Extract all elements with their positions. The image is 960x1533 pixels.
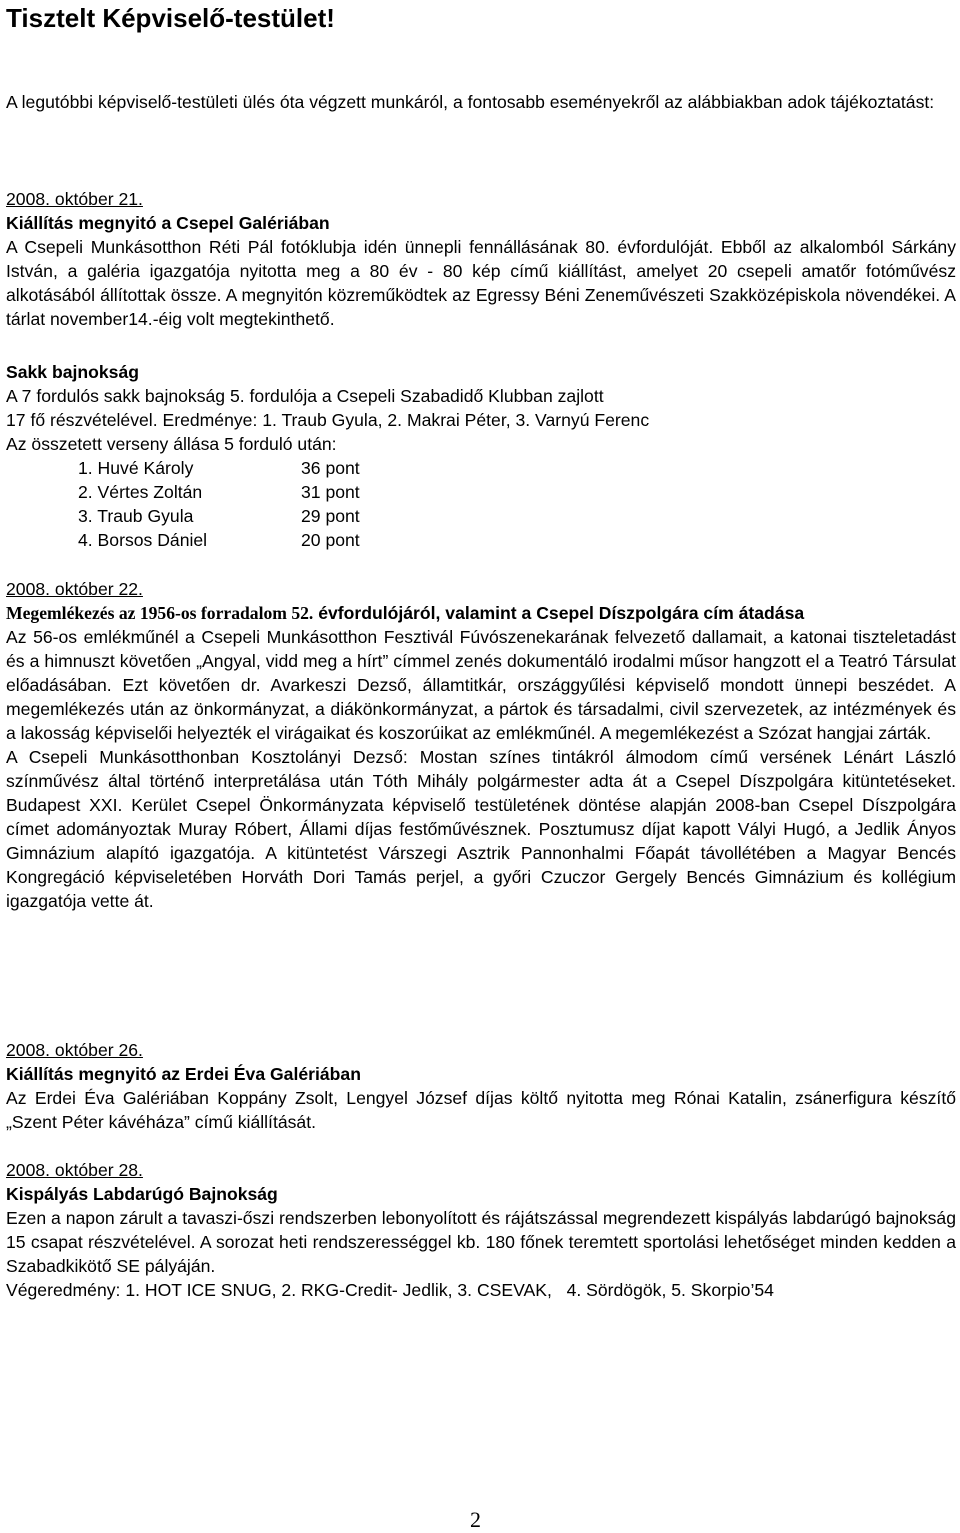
section-heading: Kispályás Labdarúgó Bajnokság <box>6 1184 278 1204</box>
player-name: 4. Borsos Dániel <box>78 530 208 550</box>
player-points: 36 pont <box>301 458 360 478</box>
table-row <box>78 528 360 552</box>
section-chess <box>6 360 956 456</box>
section-heading: Kiállítás megnyitó az Erdei Éva Galériában <box>6 1064 361 1084</box>
player-name: 1. Huvé Károly <box>78 458 194 478</box>
section-date: 2008. október 21. <box>6 189 143 209</box>
section-football <box>6 1158 956 1302</box>
page-number: 2 <box>470 1507 481 1532</box>
player-name: 3. Traub Gyula <box>78 506 194 526</box>
player-name: 2. Vértes Zoltán <box>78 482 203 502</box>
player-points: 20 pont <box>301 530 360 550</box>
section-heading-part1: Megemlékezés az 1956-os forradalom 52. <box>6 603 314 623</box>
player-points: 31 pont <box>301 482 360 502</box>
player-points: 29 pont <box>301 506 360 526</box>
document-title: Tisztelt Képviselő-testület! <box>6 3 335 33</box>
section-exhibition-erdei <box>6 1038 956 1134</box>
table-row <box>78 456 360 480</box>
section-body: Ezen a napon zárult a tavaszi-őszi rendszerben lebonyolított és rájátszással megrendezett kispályás labdarúgó bajnokság 15 csapat részvételével. A sorozat heti rendszerességgel kb. 180 főnek teremtett sportolási lehetőséget minden kedden a Szabadkikötő SE pályáján. <box>6 1208 956 1276</box>
section-body: Az Erdei Éva Galériában Koppány Zsolt, Lengyel József díjas költő nyitotta meg Rónai Katalin, zsánerfigura készítő „Szent Péter kávéháza” című kiállítását. <box>6 1088 956 1132</box>
table-row <box>78 480 360 504</box>
football-final-result: Végeredmény: 1. HOT ICE SNUG, 2. RKG-Credit- Jedlik, 3. CSEVAK, 4. Sördögök, 5. Skorpio’54 <box>6 1280 774 1300</box>
section-date: 2008. október 28. <box>6 1160 143 1180</box>
chess-description-line: A 7 fordulós sakk bajnokság 5. fordulója a Csepeli Szabadidő Klubban zajlott <box>6 386 604 406</box>
section-date: 2008. október 26. <box>6 1040 143 1060</box>
section-exhibition-csepel <box>6 187 956 331</box>
section-date: 2008. október 22. <box>6 579 143 599</box>
table-row <box>78 504 360 528</box>
section-paragraph-2: A Csepeli Munkásotthonban Kosztolányi Dezső: Mostan színes tintákról álmodom című versének Lénárt László színművész által történő interpretálása után Tóth Mihály polgármester adta át a Csepel Díszpolgára kitüntetéseket. Budapest XXI. Kerület Csepel Önkormányzata képviselő testületének döntése alapján 2008-ban Csepel Díszpolgára címet adományoztak Muray Róbert, Állami díjas festőművésznek. Posztumusz díjat kapott Vályi Hugó, a Jedlik Ányos Gimnázium alapító igazgatója. A kitüntetést Várszegi Asztrik Pannonhalmi Főapát távollétében a Magyar Bencés Kongregáció képviseletében Horváth Dori Tamás perjel, a győri Czuczor Gergely Bencés Gimnázium és kollégium igazgatója vette át. <box>6 747 956 911</box>
chess-results-line: 17 fő részvételével. Eredménye: 1. Traub Gyula, 2. Makrai Péter, 3. Varnyú Ferenc <box>6 410 650 430</box>
section-heading-part2: évfordulójáról, valamint a Csepel Díszpolgára cím átadása <box>313 603 805 623</box>
chess-standings-table <box>78 456 360 552</box>
intro-paragraph: A legutóbbi képviselő-testületi ülés óta végzett munkáról, a fontosabb eseményekről az alábbiakban adok tájékoztatást: <box>6 92 935 112</box>
section-commemoration-1956 <box>6 577 956 913</box>
section-paragraph-1: Az 56-os emlékműnél a Csepeli Munkásotthon Fesztivál Fúvószenekarának felvezető dallamait, a katonai tiszteletadást és a himnuszt követően „Angyal, vidd meg a hírt” címmel zenés dokumentáló irodalmi műsor hangzott el a Teatró Társulat előadásában. Ezt követően dr. Avarkeszi Dezső, államtitkár, országgyűlési képviselő mondott ünnepi beszédet. A megemlékezés után az önkormányzat, a diákönkormányzat, a pártok és társadalmi, civil szervezetek, az intézmények és a lakosság képviselői helyezték el virágaikat és koszorúikat az emlékműnél. A megemlékezést a Szózat hangjai zárták. <box>6 627 956 743</box>
section-heading: Kiállítás megnyitó a Csepel Galériában <box>6 213 330 233</box>
section-body: A Csepeli Munkásotthon Réti Pál fotóklubja idén ünnepli fennállásának 80. évfordulóját. Ebből az alkalomból Sárkány István, a galéria igazgatója nyitotta meg a 80 év - 80 kép című kiállítást, amelyet 20 csepeli amatőr fotóművész alkotásából állítottak össze. A megnyitón közreműködtek az Egressy Béni Zeneművészeti Szakközépiskola növendékei. A tárlat november14.-éig volt megtekinthető. <box>6 237 956 329</box>
section-heading <box>6 601 956 625</box>
section-heading: Sakk bajnokság <box>6 362 139 382</box>
chess-standings-intro: Az összetett verseny állása 5 forduló után: <box>6 434 337 454</box>
